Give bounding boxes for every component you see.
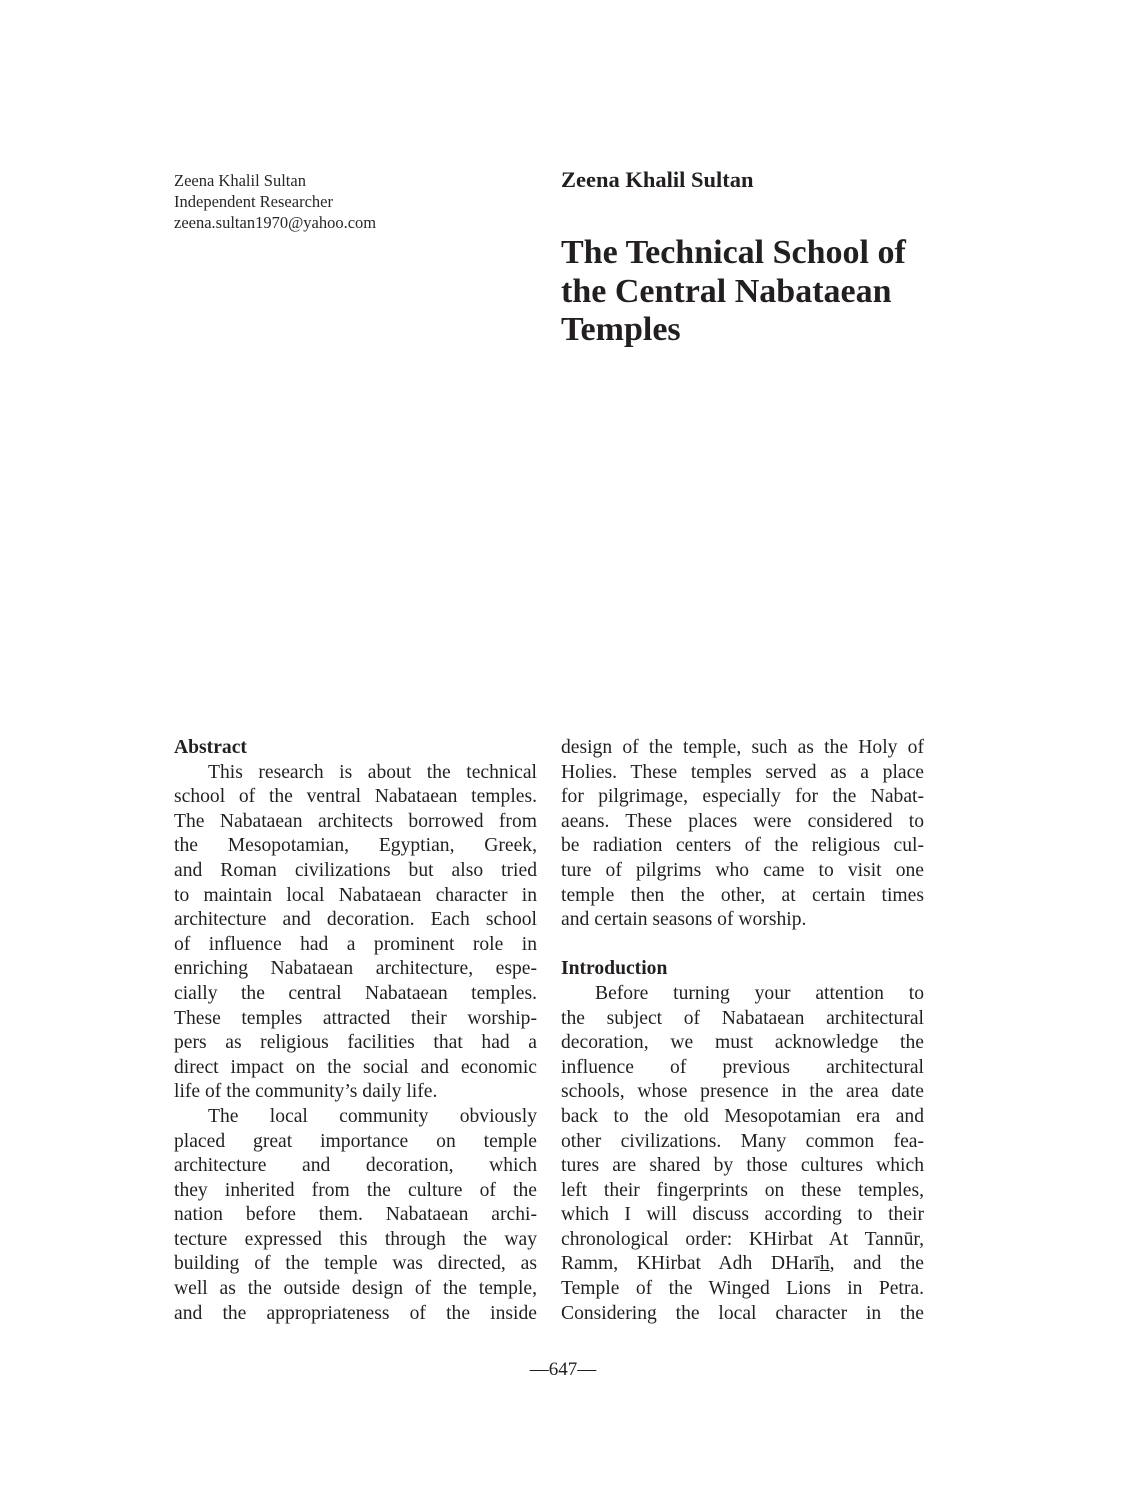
text-line: The local community obviously (208, 1105, 537, 1127)
text-line: the Mesopotamian, Egyptian, Greek, (174, 835, 537, 857)
text-line-with-transliteration (561, 1252, 924, 1277)
text-line: tures are shared by those cultures which (561, 1155, 924, 1177)
text-line: ture of pilgrims who came to visit one (561, 859, 924, 881)
underlined-letter: h (819, 1253, 830, 1275)
text-line: chronological order: KHirbat At Tannūr, (561, 1228, 924, 1250)
text-line: architecture and decoration. Each school (174, 909, 537, 931)
text-line: and the appropriateness of the inside (174, 1302, 537, 1324)
text-fragment: , and the (829, 1253, 924, 1275)
title-line: the Central Nabataean (561, 272, 892, 310)
text-line: Before turning your attention to (595, 982, 924, 1004)
text-line: decoration, we must acknowledge the (561, 1032, 924, 1054)
introduction-heading: Introduction (561, 958, 668, 980)
text-line: temple then the other, at certain times (561, 884, 924, 906)
text-line: and certain seasons of worship. (561, 909, 807, 931)
text-line: The Nabataean architects borrowed from (174, 810, 537, 832)
text-line: Temple of the Winged Lions in Petra. (561, 1278, 924, 1300)
text-line: to maintain local Nabataean character in (174, 884, 537, 906)
article-title (561, 234, 981, 350)
text-line: tecture expressed this through the way (174, 1228, 537, 1250)
text-line: back to the old Mesopotamian era and (561, 1105, 924, 1127)
text-line: be radiation centers of the religious cul- (561, 835, 924, 857)
text-line: school of the ventral Nabataean temples. (174, 786, 537, 808)
byline: Zeena Khalil Sultan (561, 167, 754, 192)
text-line: well as the outside design of the temple, (174, 1278, 537, 1300)
text-line: These temples attracted their worship- (174, 1007, 537, 1029)
abstract-heading: Abstract (174, 737, 247, 758)
abstract-paragraph-2-continued (561, 736, 924, 933)
text-line: Holies. These temples served as a place (561, 761, 924, 783)
text-line: the subject of Nabataean architectural (561, 1007, 924, 1029)
text-line: of influence had a prominent role in (174, 933, 537, 955)
text-line: This research is about the technical (208, 761, 537, 783)
text-line: building of the temple was directed, as (174, 1253, 537, 1275)
text-line: for pilgrimage, especially for the Nabat- (561, 786, 924, 808)
text-line: influence of previous architectural (561, 1056, 924, 1078)
text-line: pers as religious facilities that had a (174, 1032, 537, 1054)
section-gap (561, 933, 924, 958)
text-line: nation before them. Nabataean archi- (174, 1204, 537, 1226)
text-line: placed great importance on temple (174, 1130, 537, 1152)
page-number: —647— (529, 1359, 597, 1380)
abstract-paragraph-1 (174, 761, 537, 1105)
text-line: cially the central Nabataean temples. (174, 982, 537, 1004)
text-line: enriching Nabataean architecture, espe- (174, 958, 537, 980)
text-line: other civilizations. Many common fea- (561, 1130, 924, 1152)
text-line: Considering the local character in the (561, 1302, 924, 1324)
column-right (561, 736, 924, 1326)
text-line: they inherited from the culture of the (174, 1179, 537, 1201)
text-line: direct impact on the social and economic (174, 1056, 537, 1078)
author-role: Independent Researcher (174, 192, 333, 211)
text-line: left their fingerprints on these temples, (561, 1179, 924, 1201)
text-line: architecture and decoration, which (174, 1155, 537, 1177)
text-line: which I will discuss according to their (561, 1204, 924, 1226)
abstract-paragraph-2 (174, 1105, 537, 1326)
title-line: The Technical School of (561, 234, 906, 271)
text-line: design of the temple, such as the Holy of (561, 737, 924, 758)
text-fragment: Ramm, KHirbat Adh DHarī (561, 1253, 820, 1275)
column-left (174, 736, 537, 1326)
author-affiliation (174, 170, 376, 233)
text-line: life of the community’s daily life. (174, 1081, 438, 1103)
title-line: Temples (561, 311, 681, 348)
introduction-paragraph-1 (561, 982, 924, 1326)
author-email: zeena.sultan1970@yahoo.com (174, 213, 377, 232)
text-line: aeans. These places were considered to (561, 810, 924, 832)
text-line: schools, whose presence in the area date (561, 1081, 924, 1103)
author-name: Zeena Khalil Sultan (174, 171, 306, 190)
text-line: and Roman civilizations but also tried (174, 859, 537, 881)
